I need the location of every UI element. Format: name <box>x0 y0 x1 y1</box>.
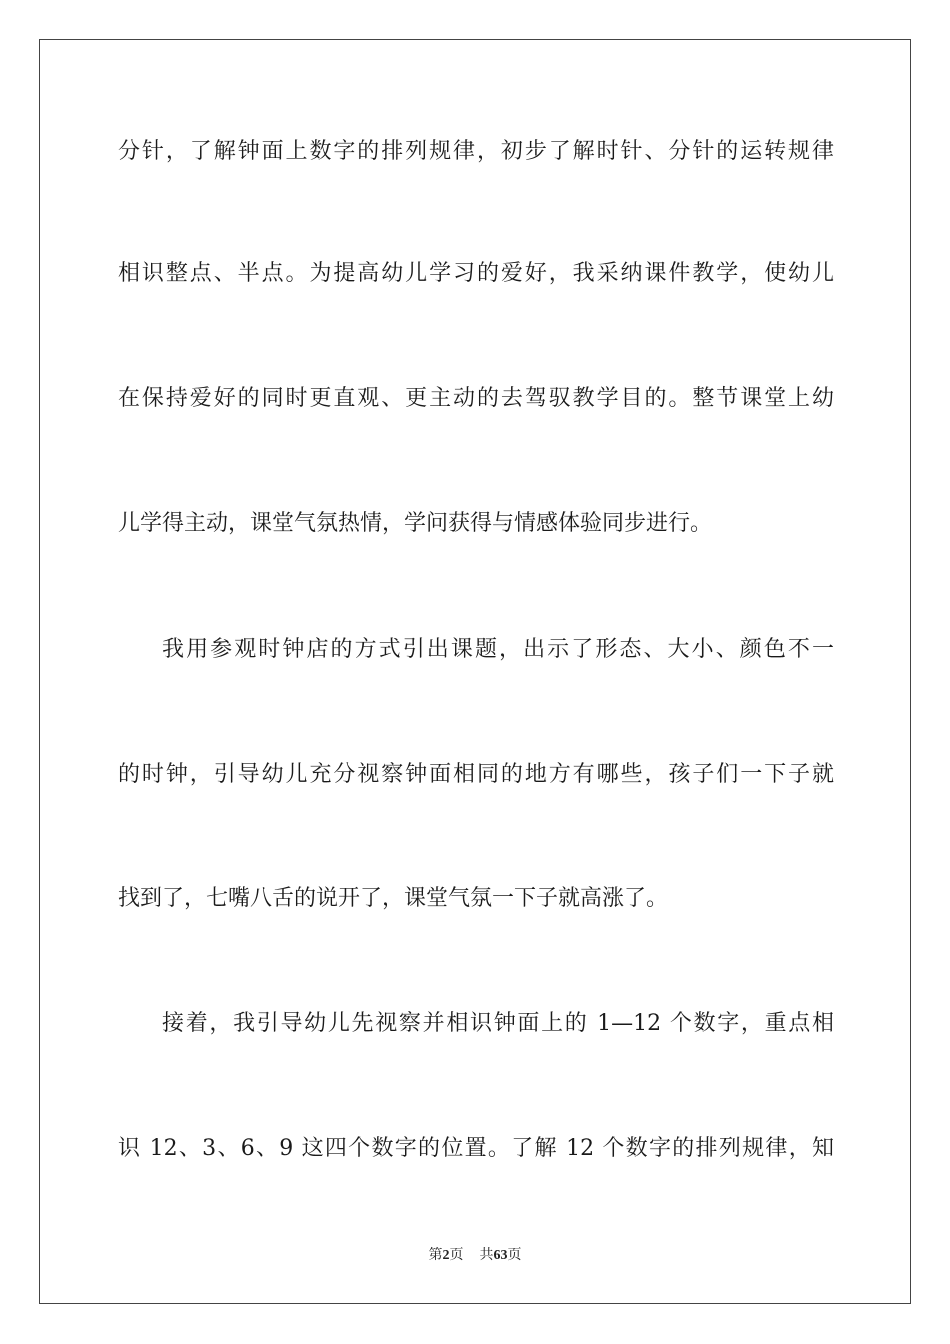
text-line-6: 的时钟，引导幼儿充分视察钟面相同的地方有哪些，孩子们一下子就 <box>118 762 834 787</box>
page-border <box>39 39 911 1304</box>
total-suffix: 页 <box>507 1248 522 1263</box>
page-number: 2 <box>442 1248 450 1263</box>
text-line-9: 识 12、3、6、9 这四个数字的位置。了解 12 个数字的排列规律，知 <box>118 1136 834 1161</box>
page-suffix: 页 <box>449 1248 464 1263</box>
paragraph-start-line-5: 我用参观时钟店的方式引出课题，出示了形态、大小、颜色不一 <box>162 637 834 662</box>
text-line-4: 儿学得主动，课堂气氛热情，学问获得与情感体验同步进行。 <box>118 511 713 536</box>
paragraph-start-line-8: 接着，我引导幼儿先视察并相识钟面上的 1—12 个数字，重点相 <box>162 1011 834 1036</box>
page-footer <box>0 1246 950 1266</box>
total-pages: 63 <box>493 1248 508 1263</box>
text-line-2: 相识整点、半点。为提高幼儿学习的爱好，我采纳课件教学，使幼儿 <box>118 261 834 286</box>
text-line-7: 找到了，七嘴八舌的说开了，课堂气氛一下子就高涨了。 <box>118 886 669 911</box>
total-prefix: 共 <box>479 1248 494 1263</box>
text-line-3: 在保持爱好的同时更直观、更主动的去驾驭教学目的。整节课堂上幼 <box>118 386 834 411</box>
page-prefix: 第 <box>428 1248 443 1263</box>
text-line-1: 分针，了解钟面上数字的排列规律，初步了解时针、分针的运转规律 <box>118 139 834 164</box>
